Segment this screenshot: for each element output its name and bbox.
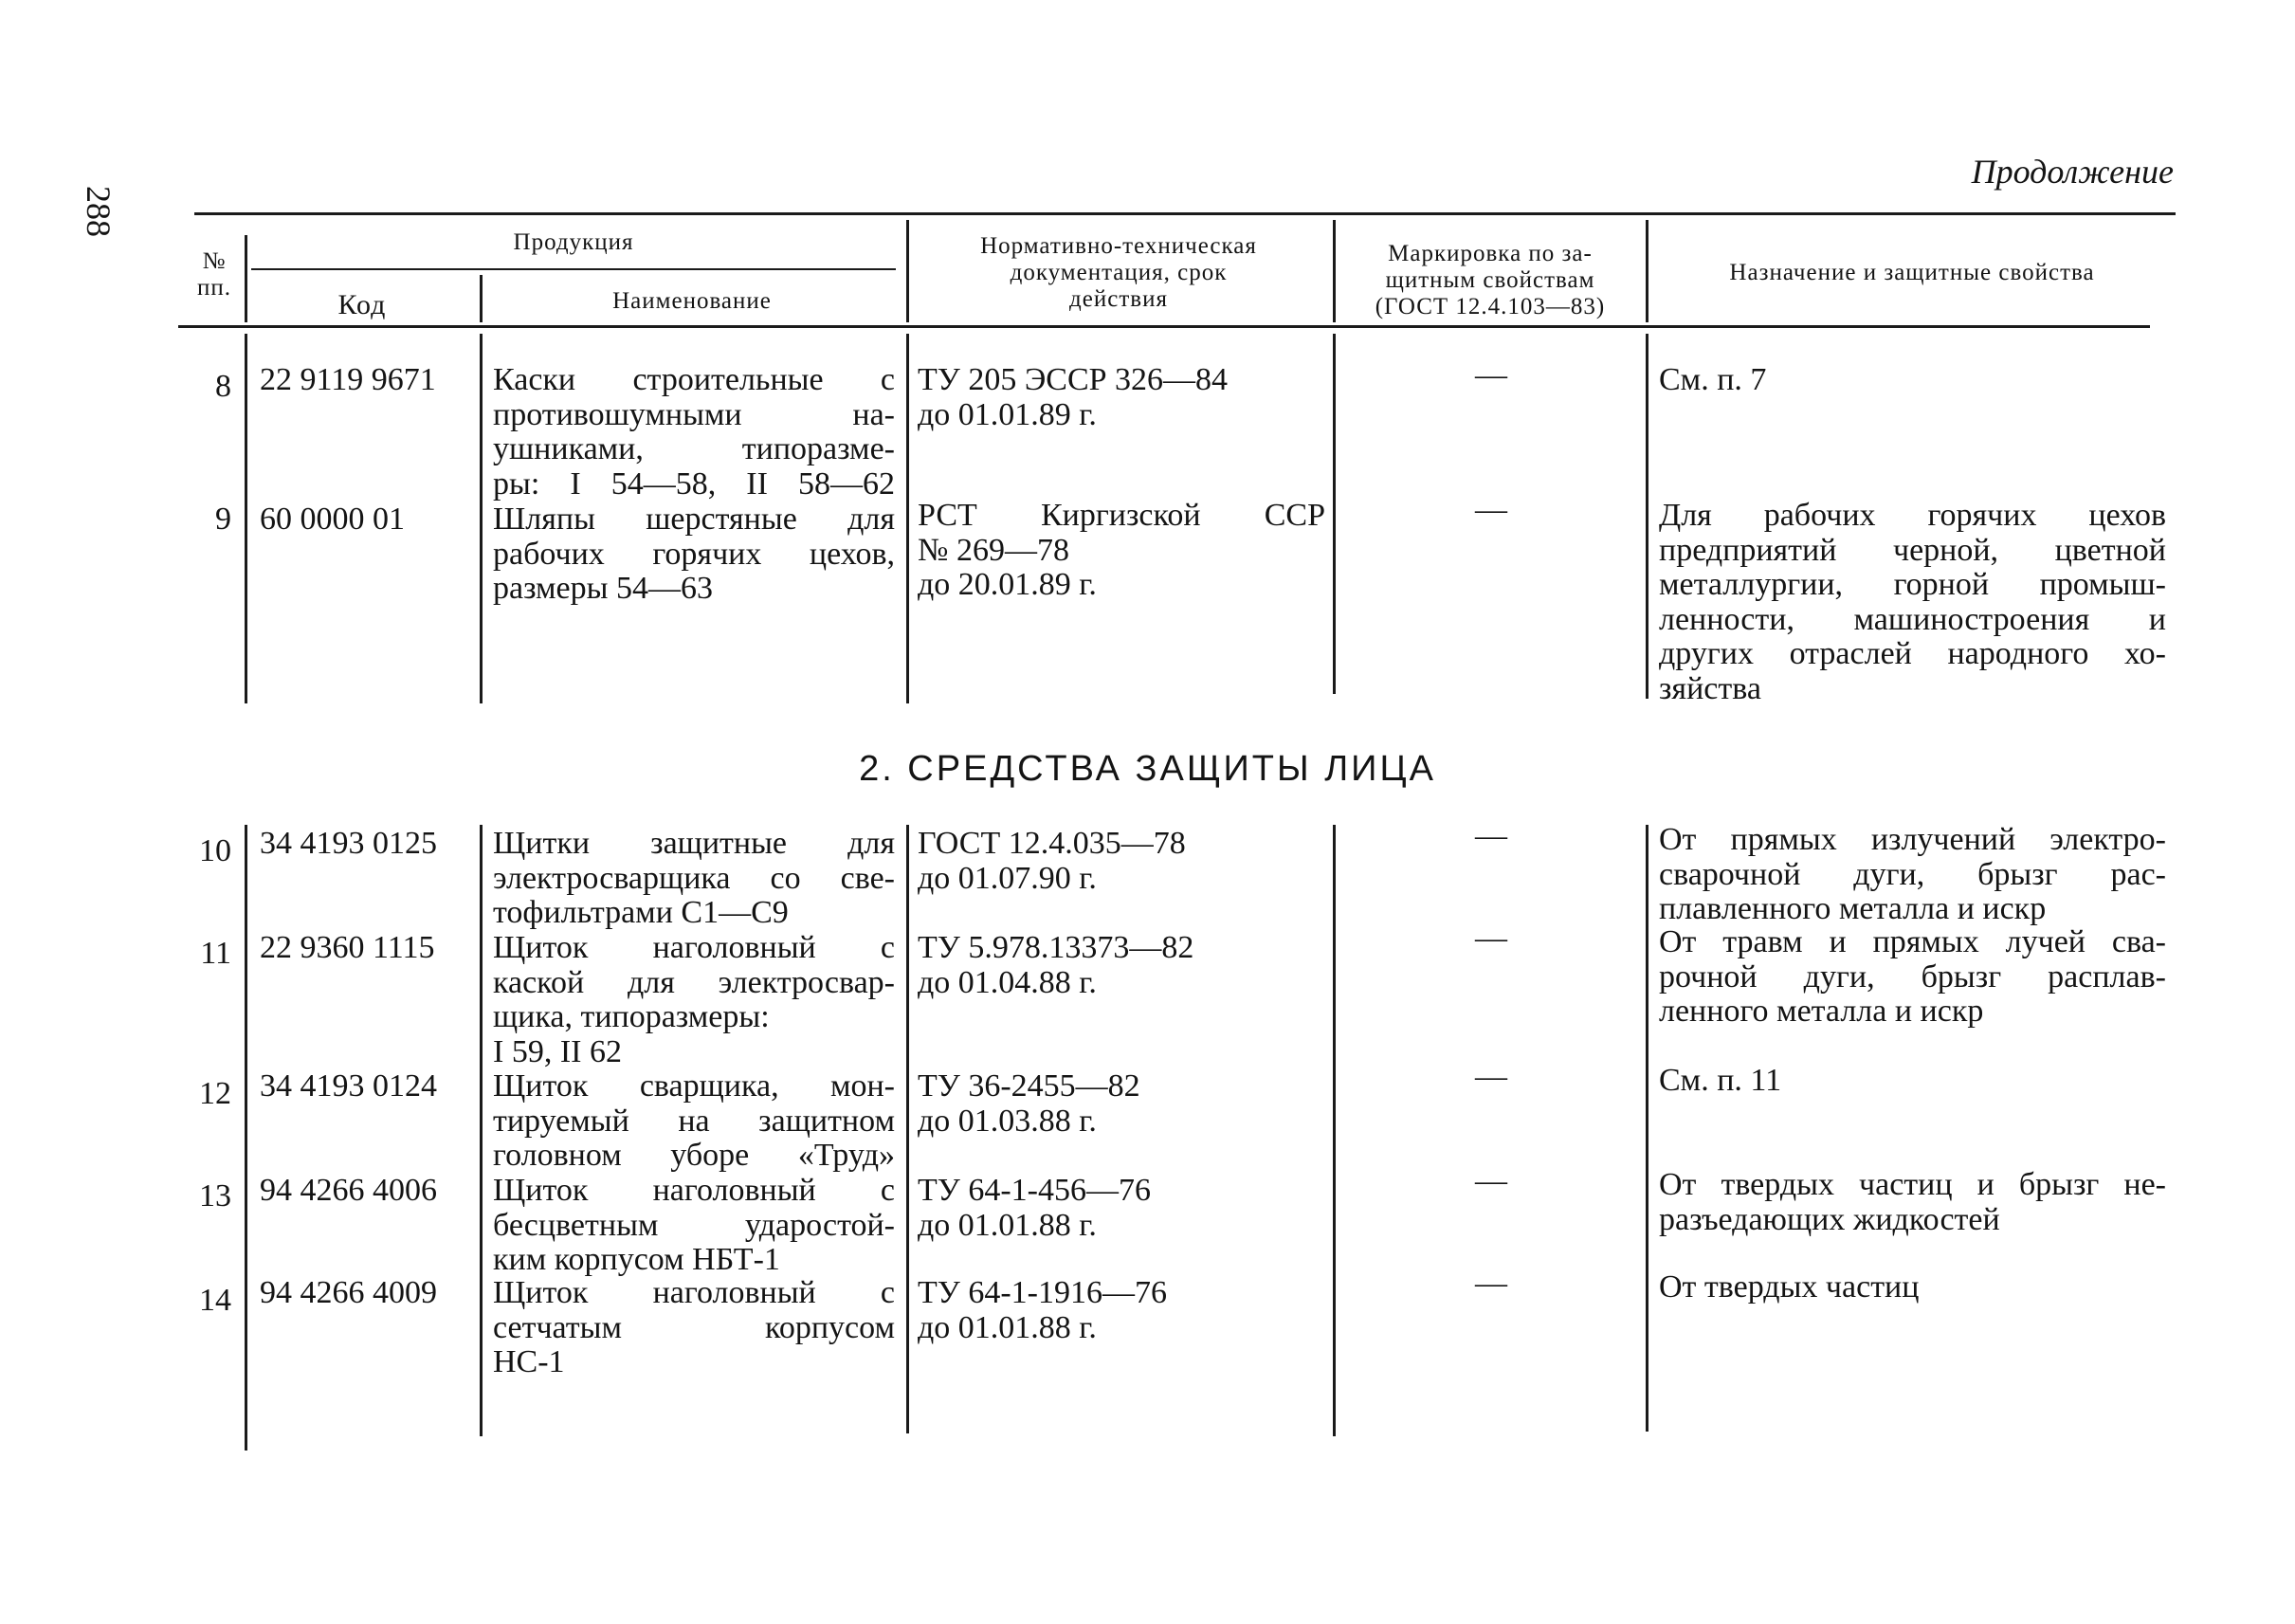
row-ntd: ГОСТ 12.4.035—78 до 01.07.90 г. (918, 826, 1186, 896)
column-divider (1333, 825, 1336, 1436)
row-ntd: ТУ 64-1-1916—76 до 01.01.88 г. (918, 1275, 1167, 1345)
row-name: Щитки защитные для электросварщика со све- тофильтрами С1—С9 (493, 826, 895, 930)
row-purpose: От травм и прямых лучей сва- рочной дуги, брызг расплав- ленного металла и искр (1659, 924, 2166, 1029)
row-ntd: ТУ 64-1-456—76 до 01.01.88 г. (918, 1173, 1151, 1243)
row-purpose: См. п. 7 (1659, 362, 1767, 397)
column-divider (480, 825, 483, 1436)
row-name: Щиток наголовный с бесцветным ударостой- ким корпусом НБТ-1 (493, 1173, 895, 1277)
row-name: Щиток наголовный с каской для электросвар- щика, типоразмеры: I 59, II 62 (493, 930, 895, 1069)
row-marking: — (1475, 818, 1507, 853)
row-code: 22 9360 1115 (260, 930, 435, 965)
column-divider (1646, 825, 1648, 1432)
row-number: 8 (215, 369, 231, 404)
header-marking: Маркировка по за- щитным свойствам (ГОСТ 12.4.103—83) (1375, 241, 1606, 319)
row-code: 94 4266 4006 (260, 1173, 437, 1208)
header-divider (906, 220, 909, 322)
row-ntd: РСТ Киргизской ССР № 269—78 до 20.01.89 г. (918, 498, 1325, 602)
column-divider (906, 334, 909, 703)
row-marking: — (1475, 1163, 1507, 1198)
row-purpose: Для рабочих горячих цехов предприятий черной, цветной металлургии, горной промыш- ленности, машиностроения и других отраслей народного хо- зяйства (1659, 498, 2166, 706)
header-divider (1646, 220, 1648, 322)
row-marking: — (1475, 921, 1507, 956)
column-divider (480, 334, 483, 703)
row-number: 14 (199, 1283, 231, 1318)
row-code: 94 4266 4009 (260, 1275, 437, 1310)
header-divider (245, 235, 247, 322)
row-marking: — (1475, 1059, 1507, 1094)
row-number: 9 (215, 502, 231, 537)
row-purpose: От прямых излучений электро- сварочной дуги, брызг рас- плавленного металла и искр (1659, 822, 2166, 926)
header-bottom-rule (178, 325, 2150, 328)
row-ntd: ТУ 205 ЭССР 326—84 до 01.01.89 г. (918, 362, 1229, 432)
section-title: 2. СРЕДСТВА ЗАЩИТЫ ЛИЦА (859, 749, 1436, 789)
row-number: 13 (199, 1178, 231, 1213)
column-divider (245, 334, 247, 703)
row-ntd: ТУ 5.978.13373—82 до 01.04.88 г. (918, 930, 1194, 1000)
header-product: Продукция (513, 229, 634, 255)
row-purpose: От твердых частиц и брызг не- разъедающих жидкостей (1659, 1167, 2166, 1237)
row-code: 60 0000 01 (260, 502, 405, 537)
row-marking: — (1475, 1266, 1507, 1301)
header-no: № пп. (196, 248, 231, 301)
row-purpose: См. п. 11 (1659, 1063, 1782, 1098)
page-number: 288 (80, 186, 118, 237)
row-code: 34 4193 0125 (260, 826, 437, 861)
product-subheader-rule (251, 268, 896, 270)
row-code: 22 9119 9671 (260, 362, 436, 397)
table-top-rule (194, 212, 2176, 215)
row-name: Шляпы шерстяные для рабочих горячих цехов, размеры 54—63 (493, 502, 895, 606)
row-name: Щиток сварщика, мон- тируемый на защитном головном уборе «Труд» (493, 1068, 895, 1173)
header-divider (1333, 220, 1336, 322)
header-purpose: Назначение и защитные свойства (1729, 260, 2095, 285)
row-name: Щиток наголовный с сетчатым корпусом НС-1 (493, 1275, 895, 1379)
row-number: 10 (199, 833, 231, 868)
row-marking: — (1475, 357, 1507, 392)
header-divider (480, 275, 483, 322)
row-code: 34 4193 0124 (260, 1068, 437, 1104)
continuation-label: Продолжение (1971, 153, 2174, 191)
row-purpose: От твердых частиц (1659, 1269, 1920, 1305)
row-number: 11 (200, 936, 231, 971)
row-ntd: ТУ 36-2455—82 до 01.03.88 г. (918, 1068, 1140, 1139)
header-code: Код (337, 289, 387, 320)
header-ntd: Нормативно-техническая документация, срок действия (980, 233, 1257, 312)
row-number: 12 (199, 1076, 231, 1111)
row-marking: — (1475, 492, 1507, 527)
column-divider (245, 825, 247, 1451)
header-name: Наименование (612, 288, 772, 314)
row-name: Каски строительные с противошумными на- ушниками, типоразме- ры: I 54—58, II 58—62 (493, 362, 895, 502)
column-divider (906, 825, 909, 1433)
